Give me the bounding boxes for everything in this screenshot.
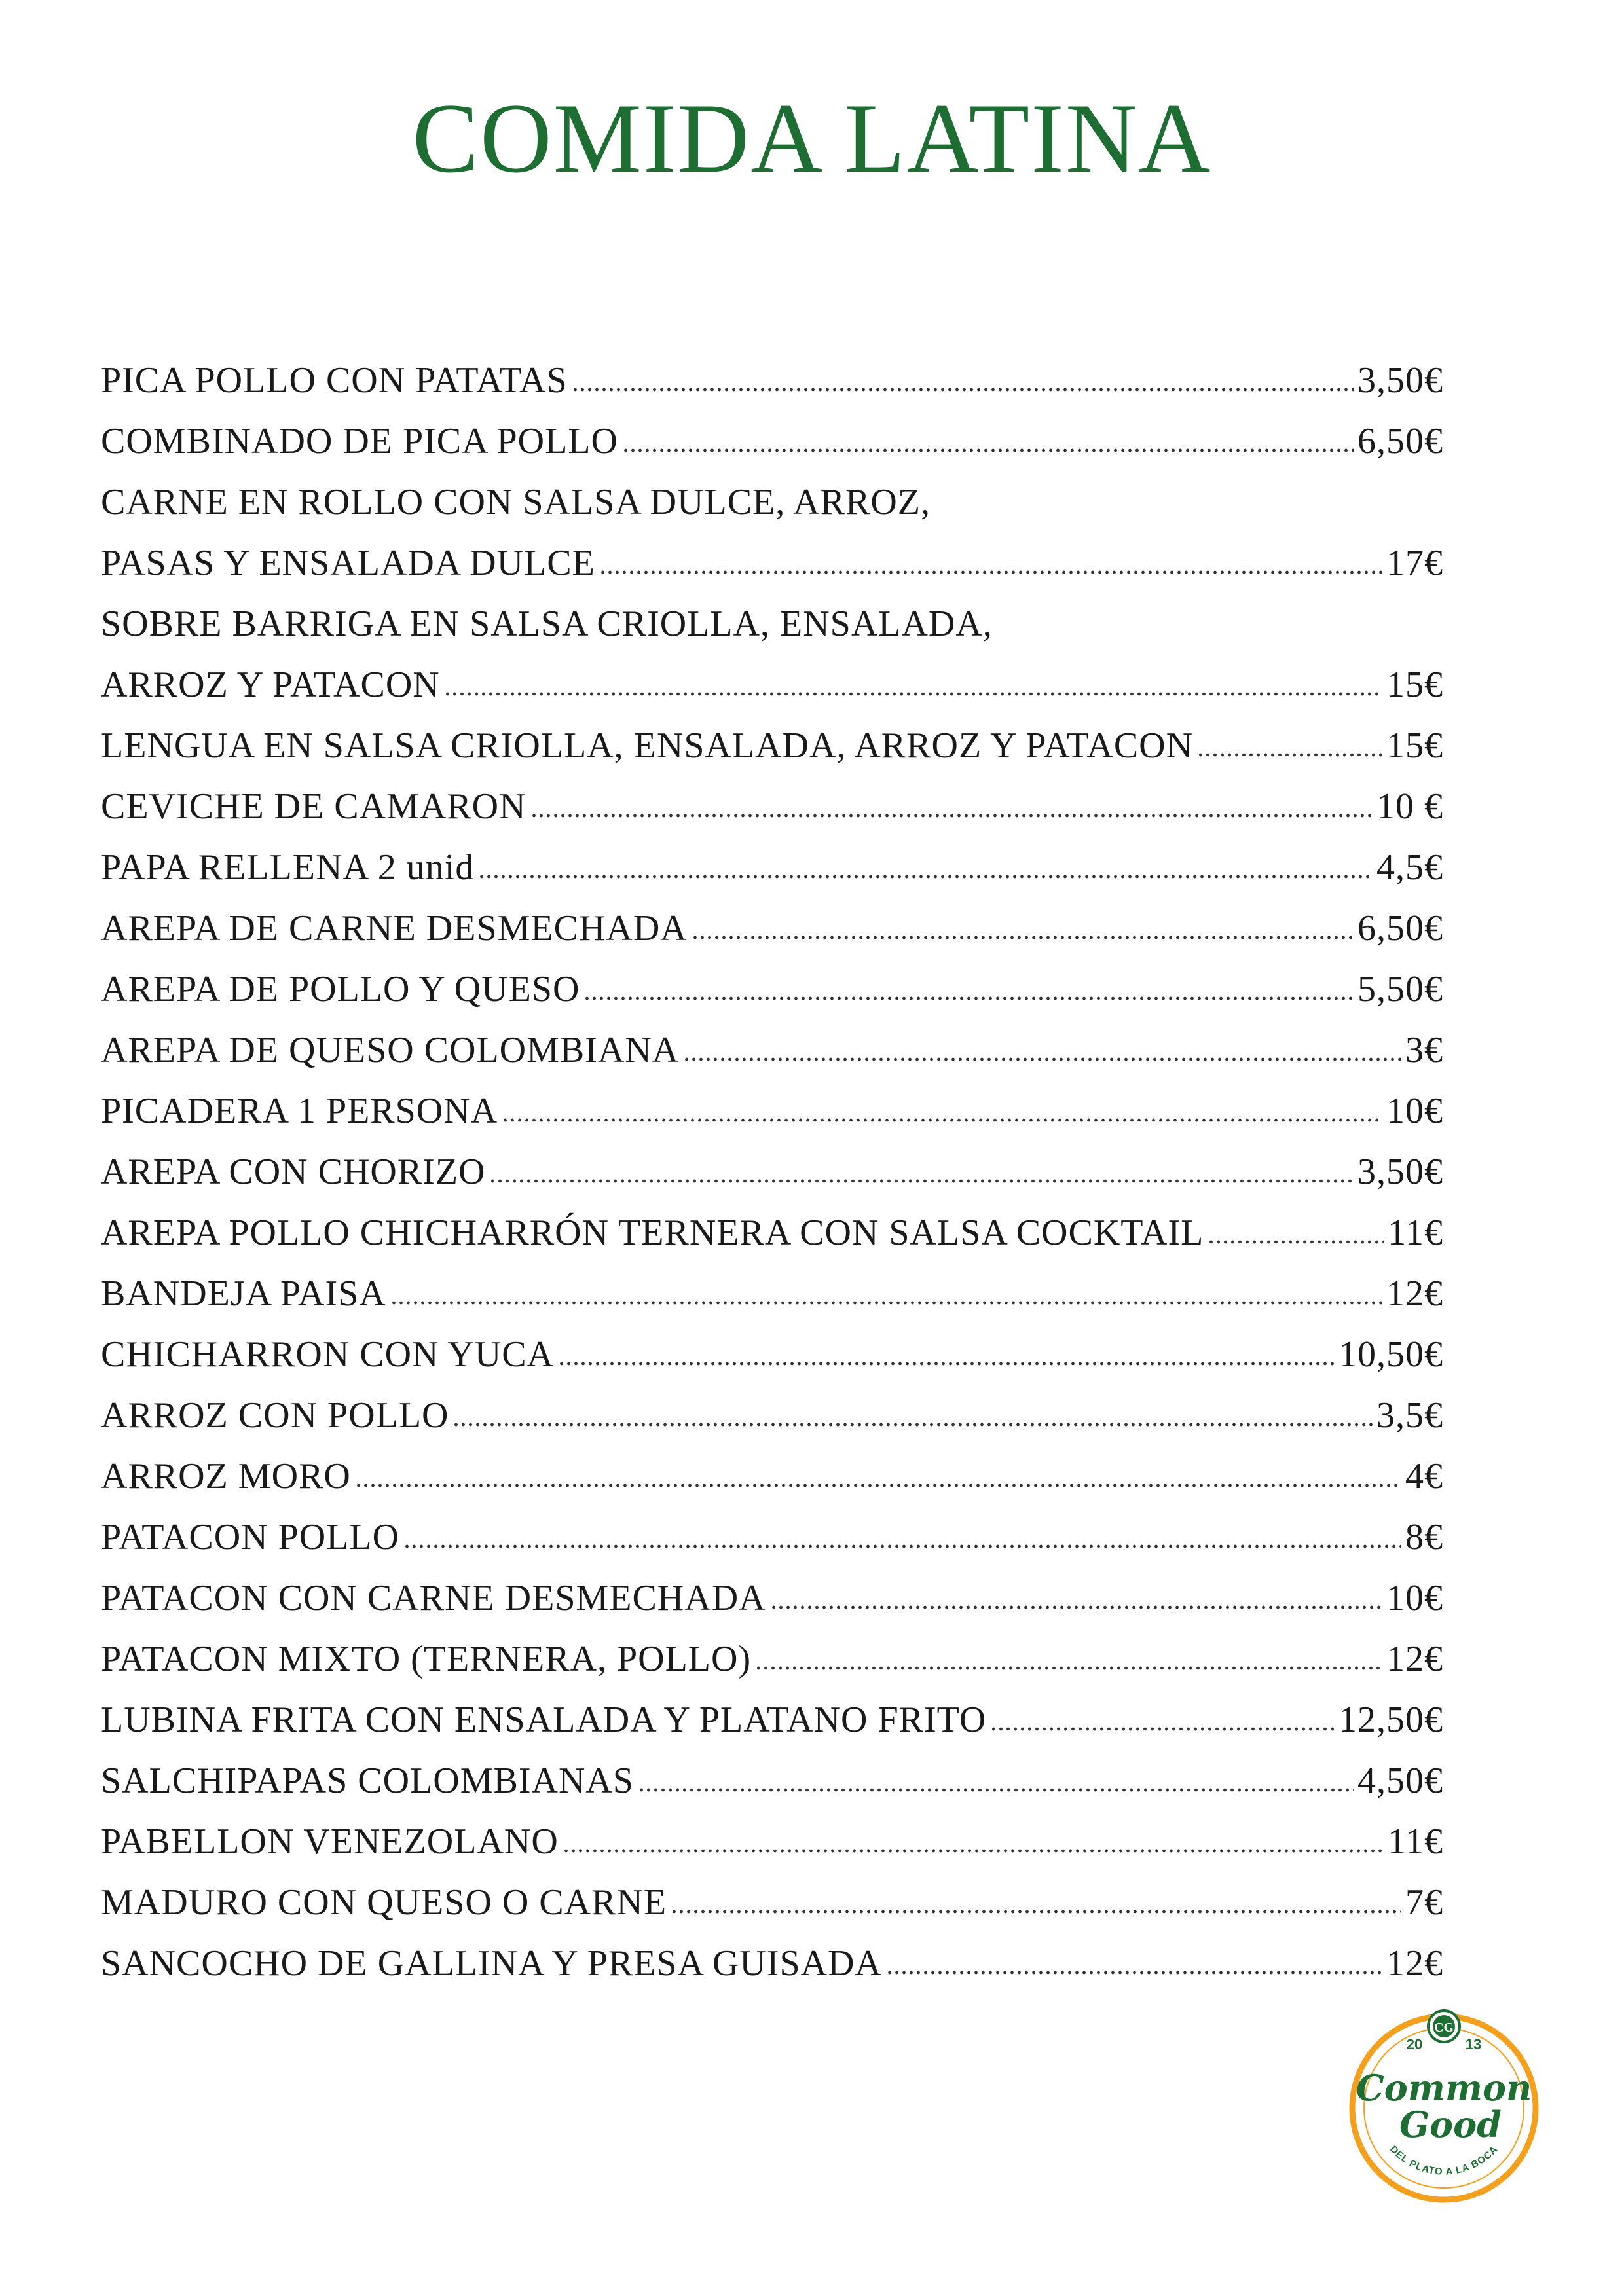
- menu-item-name: AREPA CON CHORIZO: [101, 1152, 486, 1192]
- menu-item-name: LENGUA EN SALSA CRIOLLA, ENSALADA, ARROZ Y PATACON: [101, 725, 1194, 766]
- menu-item-name: PATACON MIXTO (TERNERA, POLLO): [101, 1639, 752, 1679]
- dot-leader: [1197, 752, 1382, 757]
- logo-word-common: Common: [1356, 2067, 1532, 2109]
- menu-item: [101, 1315, 1443, 1376]
- menu-item: [101, 462, 1443, 523]
- menu-item-name: PICA POLLO CON PATATAS: [101, 360, 568, 401]
- menu-item-name: PAPA RELLENA 2 unid: [101, 847, 475, 888]
- menu-item: [101, 1376, 1443, 1436]
- menu-item-price: 12€: [1386, 1639, 1443, 1679]
- menu-item-price: 15€: [1386, 725, 1443, 766]
- dot-leader: [403, 1544, 1401, 1549]
- dot-leader: [583, 996, 1354, 1001]
- menu-item-name: AREPA POLLO CHICHARRÓN TERNERA CON SALSA COCKTAIL: [101, 1212, 1204, 1253]
- common-good-logo: [1342, 2003, 1545, 2206]
- menu-item-name: SALCHIPAPAS COLOMBIANAS: [101, 1760, 634, 1801]
- dot-leader: [1208, 1239, 1384, 1245]
- menu-item-name: BANDEJA PAISA: [101, 1273, 386, 1314]
- menu-item-price: 8€: [1405, 1517, 1443, 1558]
- menu-item: [101, 1254, 1443, 1315]
- logo-initials: CG: [1434, 2020, 1454, 2035]
- menu-item: [101, 1619, 1443, 1680]
- menu-item: [101, 949, 1443, 1010]
- menu-item: [101, 706, 1443, 767]
- menu-item-price: 6,50€: [1357, 908, 1443, 949]
- dot-leader: [622, 448, 1354, 453]
- dot-leader: [683, 1057, 1401, 1062]
- menu-item-name: PABELLON VENEZOLANO: [101, 1821, 559, 1862]
- dot-leader: [558, 1361, 1335, 1366]
- menu-item: [101, 888, 1443, 949]
- page-title: COMIDA LATINA: [412, 83, 1212, 193]
- menu-item-price: 4€: [1405, 1456, 1443, 1497]
- menu-list: [101, 340, 1443, 1984]
- logo-word-good: Good: [1399, 2104, 1502, 2145]
- dot-leader: [692, 935, 1354, 940]
- menu-item-price: 3,50€: [1357, 1152, 1443, 1192]
- menu-item-name: AREPA DE POLLO Y QUESO: [101, 969, 580, 1010]
- menu-item: [101, 767, 1443, 828]
- menu-item-name: AREPA DE QUESO COLOMBIANA: [101, 1030, 680, 1070]
- menu-item-name: LUBINA FRITA CON ENSALADA Y PLATANO FRITO: [101, 1700, 987, 1740]
- menu-item: [101, 1436, 1443, 1497]
- menu-item: [101, 1071, 1443, 1132]
- logo-year-right: 13: [1465, 2036, 1482, 2052]
- menu-item-price: 3€: [1405, 1030, 1443, 1070]
- menu-item: [101, 1741, 1443, 1802]
- menu-item: [101, 1132, 1443, 1193]
- menu-item-name: PATACON POLLO: [101, 1517, 400, 1558]
- dot-leader: [671, 1909, 1401, 1914]
- menu-item-price: 5,50€: [1357, 969, 1443, 1010]
- dot-leader: [572, 387, 1354, 392]
- menu-item: [101, 1680, 1443, 1741]
- dot-leader: [638, 1787, 1354, 1793]
- menu-item: [101, 1010, 1443, 1071]
- dot-leader: [599, 570, 1382, 575]
- menu-item-name: PICADERA 1 PERSONA: [101, 1091, 498, 1131]
- menu-item-name: PASAS Y ENSALADA DULCE: [101, 543, 595, 583]
- menu-item: [101, 1558, 1443, 1619]
- dot-leader: [452, 1422, 1373, 1427]
- menu-item: [101, 645, 1443, 706]
- menu-item-name: COMBINADO DE PICA POLLO: [101, 421, 618, 462]
- dot-leader: [478, 874, 1373, 879]
- menu-item-price: 11€: [1388, 1212, 1443, 1253]
- menu-item: [101, 828, 1443, 888]
- dot-leader: [755, 1666, 1382, 1671]
- dot-leader: [390, 1300, 1382, 1305]
- menu-item-name: ARROZ CON POLLO: [101, 1395, 449, 1436]
- menu-item-price: 12€: [1386, 1273, 1443, 1314]
- menu-item-price: 4,5€: [1376, 847, 1443, 888]
- menu-item-price: 11€: [1388, 1821, 1443, 1862]
- logo-year-left: 20: [1406, 2036, 1423, 2052]
- menu-item-name: SANCOCHO DE GALLINA Y PRESA GUISADA: [101, 1943, 882, 1984]
- menu-item-price: 15€: [1386, 665, 1443, 705]
- menu-item: [101, 401, 1443, 462]
- dot-leader: [990, 1726, 1335, 1732]
- menu-item-price: 3,50€: [1357, 360, 1443, 401]
- logo-tagline: DEL PLATO A LA BOCA: [1388, 2143, 1500, 2178]
- menu-item-name: MADURO CON QUESO O CARNE: [101, 1882, 667, 1923]
- menu-item-price: 10€: [1386, 1091, 1443, 1131]
- menu-item: [101, 1193, 1443, 1254]
- menu-item: [101, 584, 1443, 645]
- menu-item-price: 6,50€: [1357, 421, 1443, 462]
- menu-item-name: AREPA DE CARNE DESMECHADA: [101, 908, 688, 949]
- menu-item: [101, 1802, 1443, 1863]
- menu-item-price: 3,5€: [1376, 1395, 1443, 1436]
- menu-item-price: 7€: [1405, 1882, 1443, 1923]
- dot-leader: [489, 1178, 1354, 1184]
- menu-item: [101, 340, 1443, 401]
- menu-item-price: 17€: [1386, 543, 1443, 583]
- dot-leader: [886, 1970, 1382, 1975]
- menu-item-name: ARROZ MORO: [101, 1456, 351, 1497]
- dot-leader: [355, 1483, 1401, 1488]
- menu-item-name: SOBRE BARRIGA EN SALSA CRIOLLA, ENSALADA,: [101, 604, 993, 644]
- dot-leader: [530, 813, 1373, 818]
- menu-item: [101, 523, 1443, 584]
- menu-item-name: CARNE EN ROLLO CON SALSA DULCE, ARROZ,: [101, 482, 931, 522]
- menu-item: [101, 1497, 1443, 1558]
- menu-item-name: ARROZ Y PATACON: [101, 665, 440, 705]
- menu-item-name: CHICHARRON CON YUCA: [101, 1334, 555, 1375]
- menu-item-price: 10,50€: [1338, 1334, 1443, 1375]
- menu-item-price: 10 €: [1376, 786, 1443, 827]
- menu-item-name: PATACON CON CARNE DESMECHADA: [101, 1578, 766, 1618]
- dot-leader: [563, 1848, 1384, 1853]
- dot-leader: [502, 1118, 1382, 1123]
- menu-item-name: CEVICHE DE CAMARON: [101, 786, 526, 827]
- dot-leader: [770, 1605, 1382, 1610]
- dot-leader: [444, 691, 1382, 697]
- menu-item: [101, 1923, 1443, 1984]
- menu-item-price: 4,50€: [1357, 1760, 1443, 1801]
- menu-item: [101, 1863, 1443, 1923]
- menu-item-price: 12€: [1386, 1943, 1443, 1984]
- menu-item-price: 12,50€: [1338, 1700, 1443, 1740]
- menu-item-price: 10€: [1386, 1578, 1443, 1618]
